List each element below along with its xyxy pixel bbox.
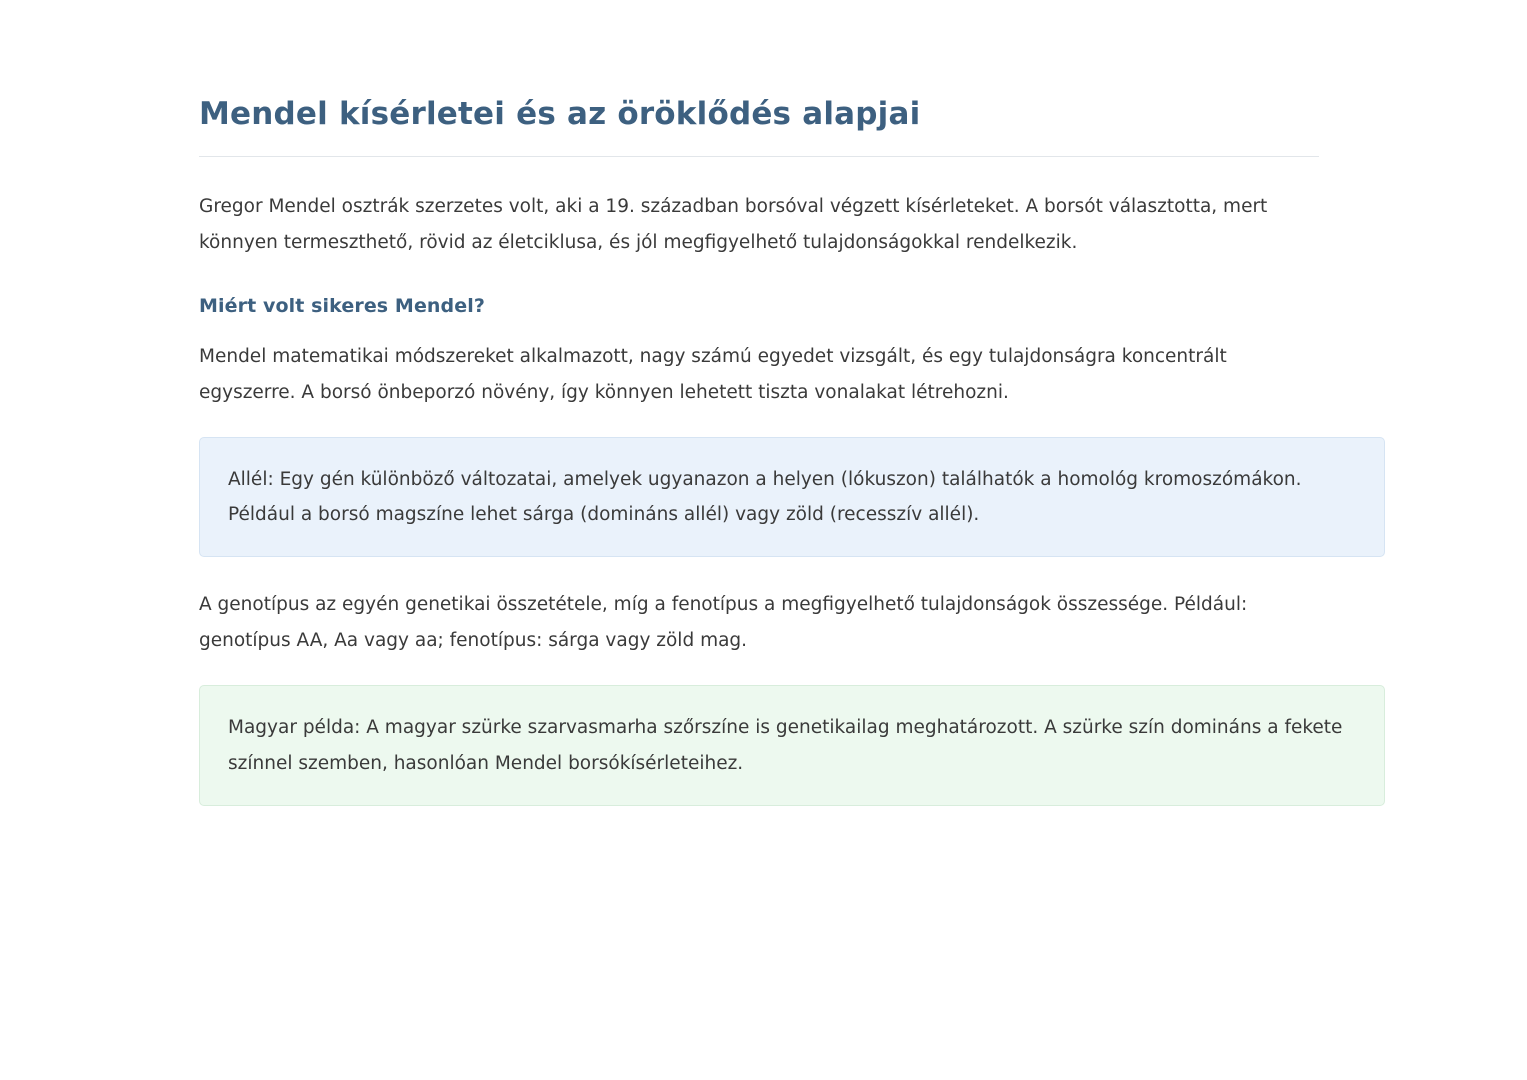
title-divider [199, 156, 1319, 157]
page-title: Mendel kísérletei és az öröklődés alapjai [199, 96, 921, 132]
genotype-paragraph: A genotípus az egyén genetikai összetétele, míg a fenotípus a megfigyelhető tulajdonságok összessége. Például: genotípus AA, Aa vagy aa; fenotípus: sárga vagy zöld mag. [199, 594, 1248, 652]
definition-callout: Allél: Egy gén különböző változatai, amelyek ugyanazon a helyen (lókuszon) találhatók a homológ kromoszómákon. Például a borsó magszíne lehet sárga (domináns allél) vagy zöld (recesszív allél). [199, 437, 1385, 557]
example-callout: Magyar példa: A magyar szürke szarvasmarha szőrszíne is genetikailag meghatározott. A szürke szín domináns a fekete színnel szemben, hasonlóan Mendel borsókísérleteihez. [199, 685, 1385, 805]
section-paragraph: Mendel matematikai módszereket alkalmazott, nagy számú egyedet vizsgált, és egy tulajdonságra koncentrált egyszerre. A borsó önbeporzó növény, így könnyen lehetett tiszta vonalakat létrehozni. [199, 345, 1227, 403]
section-heading: Miért volt sikeres Mendel? [199, 294, 485, 317]
intro-paragraph: Gregor Mendel osztrák szerzetes volt, aki a 19. században borsóval végzett kísérleteket. A borsót választotta, mert könnyen termeszthető, rövid az életciklusa, és jól megfigyelhető tulajdonságokkal rendelkezik. [199, 195, 1268, 253]
